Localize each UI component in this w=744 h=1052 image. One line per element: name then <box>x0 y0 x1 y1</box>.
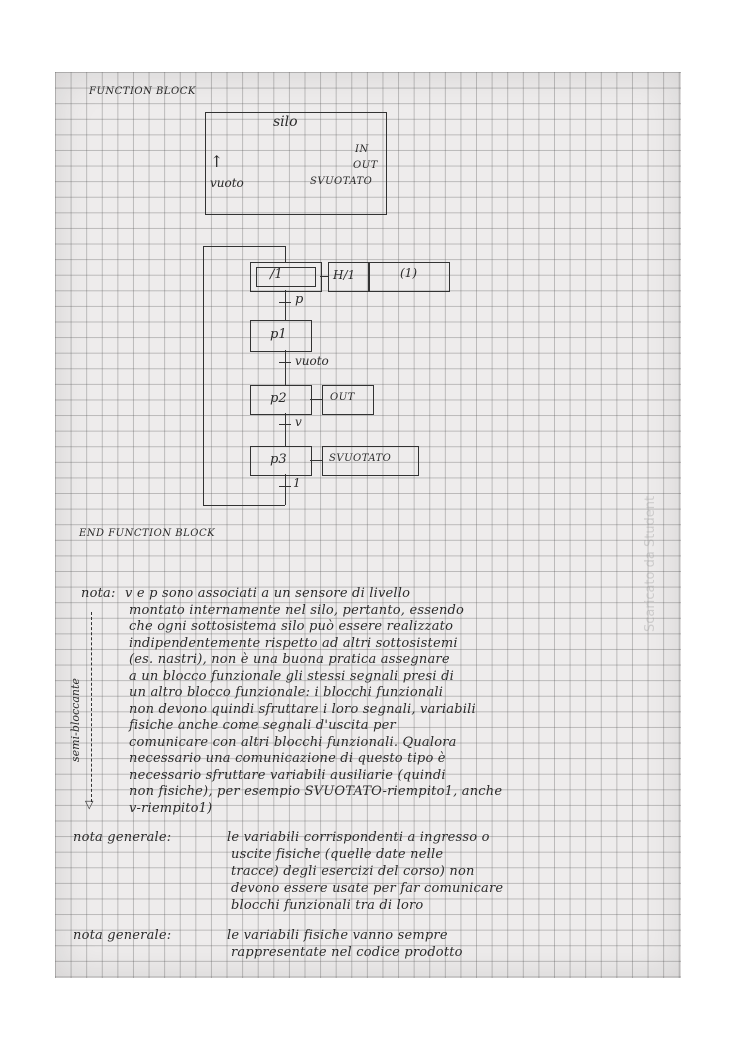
note-line: (es. nastri), non è una buona pratica assegnare <box>129 652 450 667</box>
loop-back-line <box>203 246 204 506</box>
action-link-3 <box>310 460 322 461</box>
note-line: un altro blocco funzionale: i blocchi funzionali <box>129 685 444 700</box>
note-line: devono essere usate per far comunicare <box>231 881 504 896</box>
note-line: non devono quindi sfruttare i loro segnali, variabili <box>129 701 476 717</box>
note-line: fisiche anche come segnali d'uscita per <box>129 718 396 733</box>
transition-label-1: p <box>295 292 304 307</box>
side-arrow-head-icon: ▽ <box>85 798 94 811</box>
action-link-2 <box>310 399 322 400</box>
input-arrow-icon: ↑ <box>210 152 224 171</box>
connector-3 <box>285 413 286 446</box>
note-line: non fisiche), per esempio SVUOTATO-riempito1, anche <box>129 784 503 799</box>
loop-bottom-line <box>203 505 285 506</box>
note-line: v-riempito1) <box>129 800 213 816</box>
input-vuoto-label: vuoto <box>210 176 244 190</box>
note-line: le variabili fisiche vanno sempre <box>227 928 448 943</box>
step-p3-label: p3 <box>270 452 287 467</box>
note-line: blocchi funzionali tra di loro <box>231 898 424 913</box>
function-block-header: FUNCTION BLOCK <box>89 86 196 97</box>
watermark: Scaricato da Student <box>643 495 658 632</box>
action-out-label: OUT <box>330 392 355 403</box>
in-label: IN <box>355 144 369 155</box>
top-action-label-2: (1) <box>400 266 417 280</box>
note-line: comunicare con altri blocchi funzionali. Qualora <box>129 734 457 750</box>
transition-label-3: v <box>295 415 302 429</box>
transition-label-4: 1 <box>293 476 301 490</box>
notebook-page <box>55 72 681 978</box>
note-line: montato internamente nel silo, pertanto, essendo <box>129 602 465 618</box>
note-line: necessario sfruttare variabili ausiliarie (quindi <box>129 767 446 783</box>
note-2-label: nota generale: <box>73 830 172 845</box>
side-label: semi-bloccante <box>69 678 82 762</box>
out-label: OUT <box>353 160 378 171</box>
note-1-label: nota: <box>81 586 116 601</box>
loop-top-line <box>203 246 285 247</box>
connector-4 <box>285 474 286 505</box>
note-line: v e p sono associati a un sensore di livello <box>125 586 411 601</box>
step-p2-label: p2 <box>270 391 287 406</box>
top-action-label-1: H/1 <box>333 268 356 282</box>
transition-label-2: vuoto <box>295 354 329 368</box>
initial-step-inner-box <box>256 267 316 287</box>
action-link-1 <box>320 276 328 277</box>
note-line: necessario una comunicazione di questo tipo è <box>129 751 446 766</box>
note-line: rappresentate nel codice prodotto <box>231 945 463 960</box>
note-line: uscite fisiche (quelle date nelle <box>231 847 444 862</box>
transition-bar-3 <box>279 424 291 425</box>
step-p1-label: p1 <box>270 327 287 342</box>
note-line: indipendentemente rispetto ad altri sottosistemi <box>129 635 458 651</box>
transition-bar-4 <box>279 486 291 487</box>
loop-entry-line <box>285 246 286 262</box>
note-line: a un blocco funzionale gli stessi segnali presi di <box>129 668 455 684</box>
connector-1 <box>285 290 286 320</box>
output-svuotato-label: SVUOTATO <box>310 176 373 187</box>
function-block-footer: END FUNCTION BLOCK <box>79 528 216 539</box>
note-line: che ogni sottosistema silo può essere realizzato <box>129 619 454 634</box>
note-line: tracce) degli esercizi del corso) non <box>231 864 475 879</box>
transition-bar-1 <box>279 302 291 303</box>
initial-step-label: /1 <box>270 267 283 282</box>
action-svuotato-label: SVUOTATO <box>329 453 392 464</box>
note-3-label: nota generale: <box>73 928 172 943</box>
note-line: le variabili corrispondenti a ingresso o <box>227 830 490 845</box>
transition-bar-2 <box>279 362 291 363</box>
block-name: silo <box>273 114 298 130</box>
side-arrow-line <box>91 612 92 802</box>
connector-2 <box>285 350 286 385</box>
